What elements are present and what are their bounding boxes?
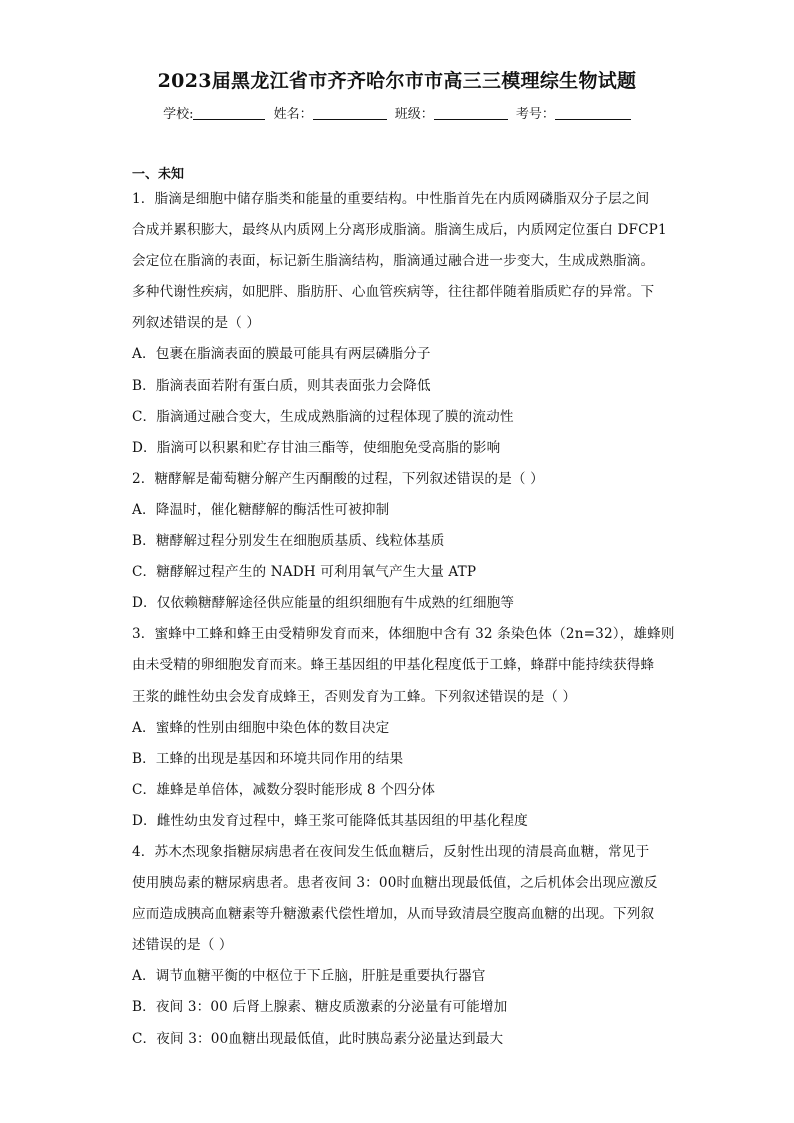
text-line: 合成并累积膨大，最终从内质网上分离形成脂滴。脂滴生成后，内质网定位蛋白 DFCP1 bbox=[132, 222, 667, 239]
option-line: C．夜间 3：00血糖出现最低值，此时胰岛素分泌量达到最大 bbox=[132, 1030, 504, 1047]
class-label: 班级： bbox=[394, 107, 434, 122]
option-line: D．雌性幼虫发育过程中，蜂王浆可能降低其基因组的甲基化程度 bbox=[132, 812, 528, 829]
text-line: 应而造成胰高血糖素等升糖激素代偿性增加，从而导致清晨空腹高血糖的出现。下列叙 bbox=[132, 906, 655, 923]
option-line: B．工蜂的出现是基因和环境共同作用的结果 bbox=[132, 750, 404, 767]
text-line: 4．苏木杰现象指糖尿病患者在夜间发生低血糖后，反射性出现的清晨高血糖，常见于 bbox=[132, 843, 650, 860]
name-blank bbox=[313, 107, 387, 120]
section-heading: 一、未知 bbox=[132, 167, 185, 182]
text-line: 1．脂滴是细胞中储存脂类和能量的重要结构。中性脂首先在内质网磷脂双分子层之间 bbox=[132, 191, 650, 207]
questions-body bbox=[132, 184, 675, 1055]
option-line: A．蜜蜂的性别由细胞中染色体的数目决定 bbox=[132, 719, 390, 736]
exam-number-blank bbox=[555, 107, 631, 120]
text-line: 由未受精的卵细胞发育而来。蜂王基因组的甲基化程度低于工蜂，蜂群中能持续获得蜂 bbox=[132, 657, 655, 674]
text-line: 述错误的是（ ） bbox=[132, 937, 233, 954]
text-line: 3．蜜蜂中工蜂和蜂王由受精卵发育而来，体细胞中含有 32 条染色体（2n=32），雄蜂则 bbox=[132, 626, 675, 643]
class-field bbox=[395, 103, 508, 122]
text-line: 2．糖酵解是葡萄糖分解产生丙酮酸的过程，下列叙述错误的是（ ） bbox=[132, 470, 544, 487]
page-title: 2023届黑龙江省市齐齐哈尔市市高三三模理综生物试题 bbox=[157, 70, 637, 92]
class-blank bbox=[434, 107, 508, 120]
option-line: B．脂滴表面若附有蛋白质，则其表面张力会降低 bbox=[132, 377, 431, 394]
option-line: B．糖酵解过程分别发生在细胞质基质、线粒体基质 bbox=[132, 533, 445, 550]
option-line: A．包裹在脂滴表面的膜最可能具有两层磷脂分子 bbox=[132, 346, 431, 363]
option-line: A．降温时，催化糖酵解的酶活性可被抑制 bbox=[132, 501, 390, 518]
text-line: 使用胰岛素的糖尿病患者。患者夜间 3：00时血糖出现最低值，之后机体会出现应激反 bbox=[132, 875, 658, 892]
option-line: C．脂滴通过融合变大，生成成熟脂滴的过程体现了膜的流动性 bbox=[132, 408, 514, 425]
option-line: A．调节血糖平衡的中枢位于下丘脑，肝脏是重要执行器官 bbox=[132, 968, 486, 985]
text-line: 会定位在脂滴的表面，标记新生脂滴结构，脂滴通过融合进一步变大，生成成熟脂滴。 bbox=[132, 253, 655, 270]
exam-number-field bbox=[516, 103, 631, 122]
name-label: 姓名： bbox=[273, 107, 313, 122]
text-line: 王浆的雌性幼虫会发育成蜂王，否则发育为工蜂。下列叙述错误的是（ ） bbox=[132, 688, 577, 705]
name-field bbox=[274, 103, 387, 122]
school-blank bbox=[193, 107, 265, 120]
student-info-row bbox=[0, 103, 794, 122]
option-line: D．脂滴可以积累和贮存甘油三酯等，使细胞免受高脂的影响 bbox=[132, 439, 501, 456]
school-label: 学校: bbox=[163, 107, 194, 122]
text-line: 列叙述错误的是（ ） bbox=[132, 315, 261, 332]
option-line: C．糖酵解过程产生的 NADH 可利用氧气产生大量 ATP bbox=[132, 564, 477, 581]
school-field bbox=[163, 103, 265, 122]
text-line: 多种代谢性疾病，如肥胖、脂肪肝、心血管疾病等，往往都伴随着脂质贮存的异常。下 bbox=[132, 284, 655, 301]
exam-number-label: 考号： bbox=[515, 107, 555, 122]
option-line: B．夜间 3：00 后肾上腺素、糖皮质激素的分泌量有可能增加 bbox=[132, 999, 508, 1016]
option-line: C．雄蜂是单倍体，减数分裂时能形成 8 个四分体 bbox=[132, 781, 436, 798]
option-line: D．仅依赖糖酵解途径供应能量的组织细胞有牛成熟的红细胞等 bbox=[132, 595, 515, 612]
